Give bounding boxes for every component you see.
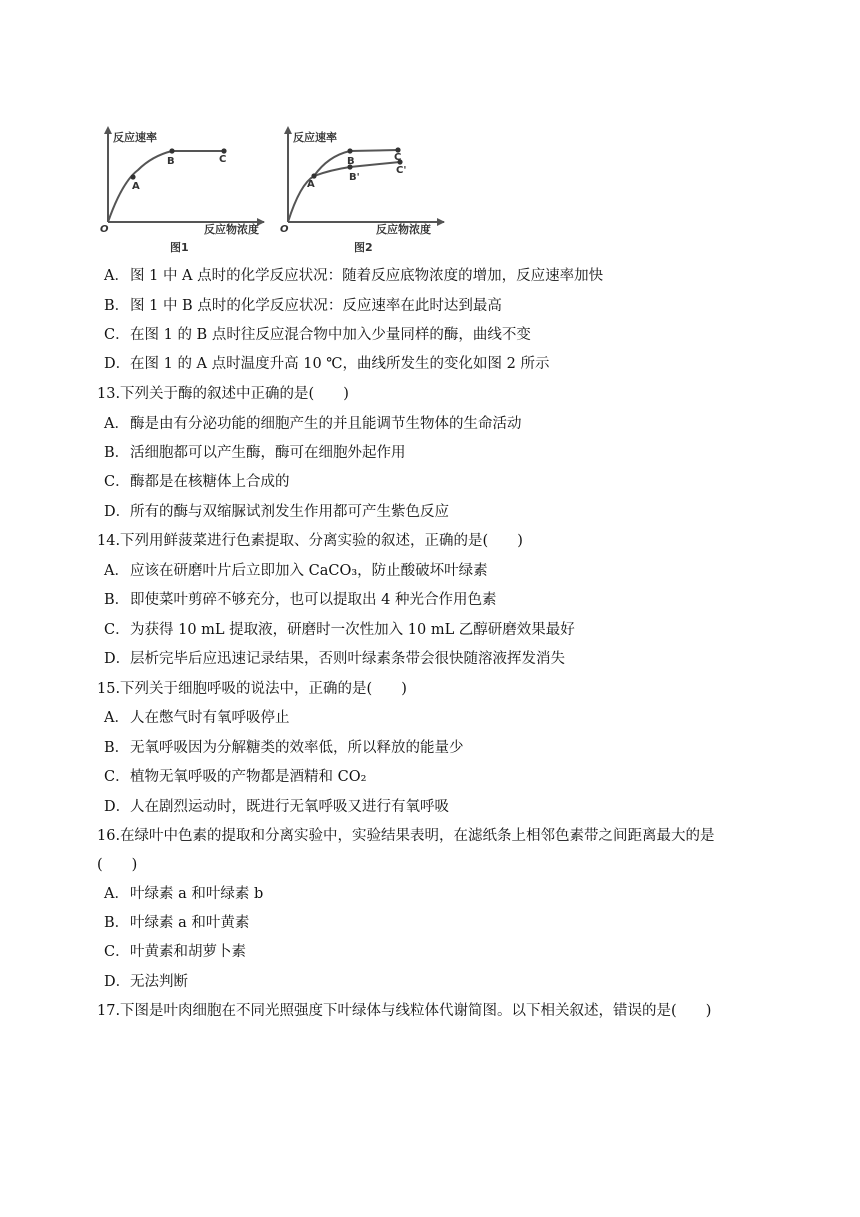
fig1-caption: 图1: [170, 241, 189, 254]
q14-option-a: A．应该在研磨叶片后立即加入 CaCO₃，防止酸破坏叶绿素: [104, 563, 488, 579]
figure-2: [280, 124, 445, 260]
fig1-origin: O: [100, 224, 109, 235]
q13-option-c: C．酶都是在核糖体上合成的: [104, 474, 290, 490]
fig2-point-a: A: [307, 179, 315, 190]
fig2-x-label: 反应物浓度: [376, 223, 431, 236]
fig1-y-label: 反应速率: [113, 131, 157, 144]
fig2-point-b: B: [347, 156, 355, 167]
q17-stem: 17.下图是叶肉细胞在不同光照强度下叶绿体与线粒体代谢简图。以下相关叙述，错误的是( ): [97, 1003, 712, 1019]
q14-option-d: D．层析完毕后应迅速记录结果，否则叶绿素条带会很快随溶液挥发消失: [104, 651, 565, 667]
figure-1-graph: [100, 124, 265, 256]
q15-option-b: B．无氧呼吸因为分解糖类的效率低，所以释放的能量少: [104, 740, 464, 756]
fig1-x-label: 反应物浓度: [204, 223, 259, 236]
fig1-point-a: A: [132, 181, 140, 192]
q13-option-d: D．所有的酶与双缩脲试剂发生作用都可产生紫色反应: [104, 504, 449, 520]
fig1-point-b: B: [167, 156, 175, 167]
q12-option-c: C．在图 1 的 B 点时往反应混合物中加入少量同样的酶，曲线不变: [104, 327, 531, 343]
q16-option-a: A．叶绿素 a 和叶绿素 b: [104, 886, 264, 902]
figure-2-graph: [280, 124, 445, 256]
q14-option-c: C．为获得 10 mL 提取液，研磨时一次性加入 10 mL 乙醇研磨效果最好: [104, 622, 575, 638]
fig1-point-c: C: [219, 154, 227, 165]
q16-stem-continued: ( ): [97, 857, 138, 873]
q13-option-a: A．酶是由有分泌功能的细胞产生的并且能调节生物体的生命活动: [104, 416, 522, 432]
q16-option-c: C．叶黄素和胡萝卜素: [104, 944, 246, 960]
fig2-point-c-prime: C': [396, 165, 407, 176]
fig2-point-c: C: [394, 152, 402, 163]
fig2-point-b-prime: B': [349, 172, 360, 183]
fig2-caption: 图2: [354, 241, 373, 254]
q14-option-b: B．即使菜叶剪碎不够充分，也可以提取出 4 种光合作用色素: [104, 592, 497, 608]
q12-option-a: A．图 1 中 A 点时的化学反应状况：随着反应底物浓度的增加，反应速率加快: [104, 268, 604, 284]
q16-option-b: B．叶绿素 a 和叶黄素: [104, 915, 250, 931]
q13-option-b: B．活细胞都可以产生酶，酶可在细胞外起作用: [104, 445, 406, 461]
q15-option-c: C．植物无氧呼吸的产物都是酒精和 CO₂: [104, 769, 367, 785]
q15-option-d: D．人在剧烈运动时，既进行无氧呼吸又进行有氧呼吸: [104, 799, 449, 815]
figures: [100, 124, 445, 256]
q16-stem: 16.在绿叶中色素的提取和分离实验中，实验结果表明，在滤纸条上相邻色素带之间距离最大的是: [97, 828, 715, 844]
q12-option-d: D．在图 1 的 A 点时温度升高 10 ℃，曲线所发生的变化如图 2 所示: [104, 356, 550, 372]
q15-option-a: A．人在憋气时有氧呼吸停止: [104, 710, 290, 726]
q15-stem: 15.下列关于细胞呼吸的说法中，正确的是( ): [97, 681, 407, 697]
q14-stem: 14.下列用鲜菠菜进行色素提取、分离实验的叙述，正确的是( ): [97, 533, 523, 549]
q16-option-d: D．无法判断: [104, 974, 188, 990]
q13-stem: 13.下列关于酶的叙述中正确的是( ): [97, 386, 349, 402]
fig2-y-label: 反应速率: [293, 131, 337, 144]
figure-1: [100, 124, 265, 260]
fig2-origin: O: [280, 224, 289, 235]
q12-option-b: B．图 1 中 B 点时的化学反应状况：反应速率在此时达到最高: [104, 298, 502, 314]
